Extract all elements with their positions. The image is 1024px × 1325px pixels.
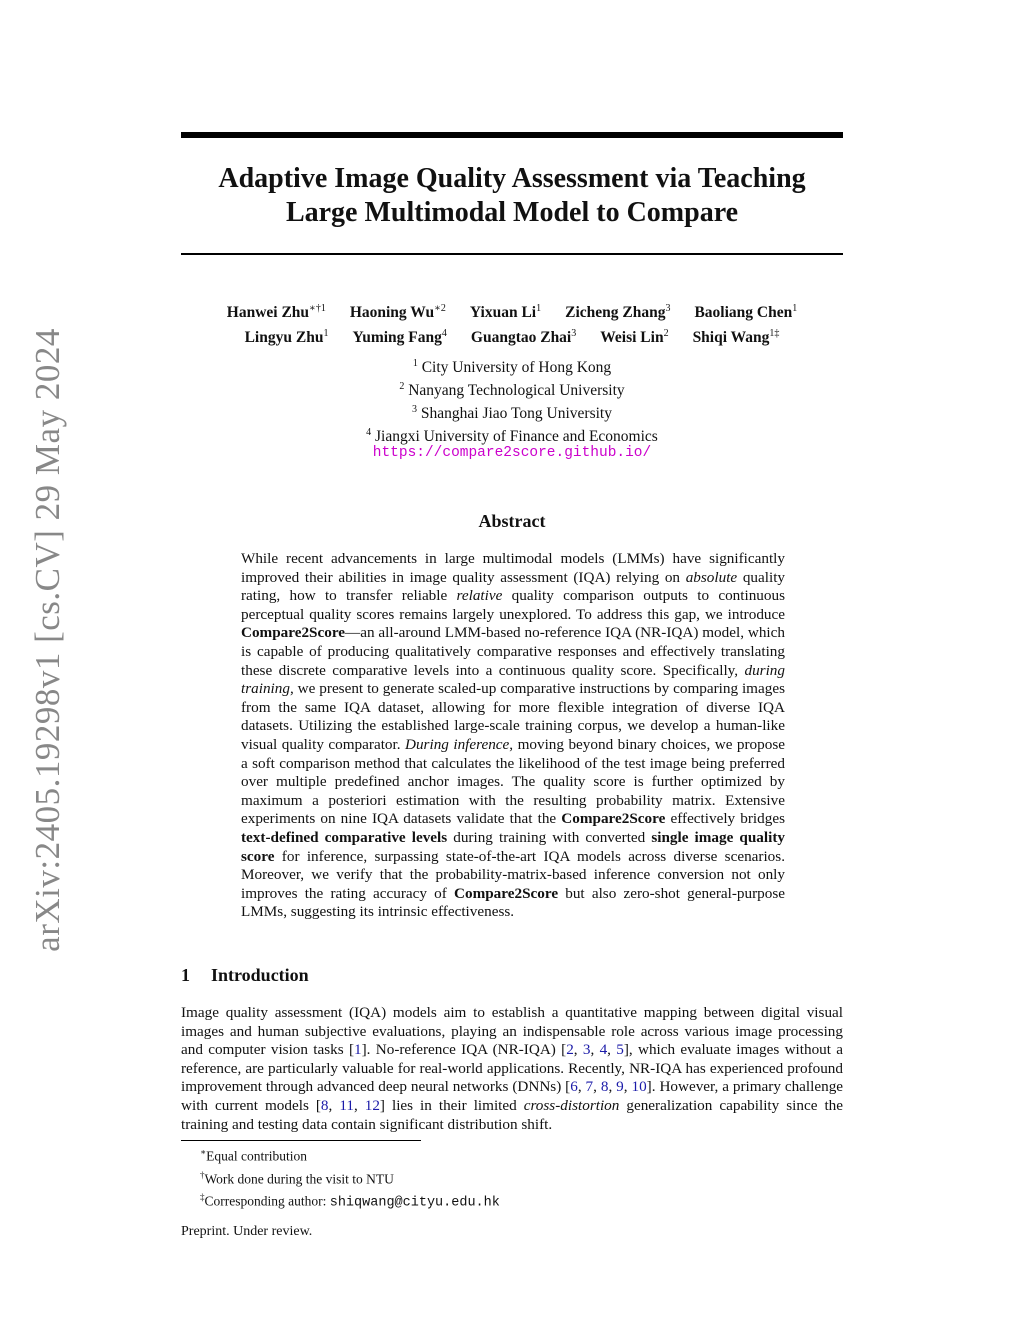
title-top-rule (181, 132, 843, 138)
email-link[interactable]: shiqwang@cityu.edu.hk (329, 1195, 500, 1211)
citation-link[interactable]: 12 (364, 1096, 380, 1114)
author: Yixuan Li$^1$ (469, 303, 542, 322)
paper-title (181, 162, 843, 230)
affiliation: $^2$ Nanyang Technological University (399, 381, 625, 400)
footnotes (200, 1143, 500, 1213)
citation-link[interactable]: 1 (354, 1041, 362, 1059)
title-line-1: Adaptive Image Quality Assessment via Teaching (218, 163, 806, 194)
citation-link[interactable]: 11 (339, 1096, 354, 1114)
author: Yuming Fang$^4$ (352, 328, 447, 347)
citation-link[interactable]: 8 (600, 1078, 609, 1096)
footnote-visit: †Work done during the visit to NTU (200, 1169, 394, 1186)
citation-link[interactable]: 8 (320, 1096, 329, 1114)
author: Baoliang Chen$^1$ (694, 303, 798, 322)
author: Weisi Lin$^2$ (600, 328, 669, 347)
footnote-equal-contribution: ∗Equal contribution (200, 1147, 307, 1164)
section-heading-introduction: 1 Introduction (181, 965, 309, 985)
affiliation: $^4$ Jiangxi University of Finance and Economics (366, 427, 658, 446)
author-list (181, 298, 843, 348)
abstract-heading: Abstract (478, 511, 546, 531)
citation-link[interactable]: 5 (616, 1041, 624, 1059)
author: Shiqi Wang$^{1\ddagger}$ (692, 328, 780, 347)
footnote-corresponding-author: ‡Corresponding author: shiqwang@cityu.edu.hk (200, 1192, 500, 1211)
author: Zicheng Zhang$^3$ (565, 303, 671, 322)
author-row-1 (181, 298, 843, 323)
project-url-link[interactable]: https://compare2score.github.io/ (372, 445, 652, 461)
affiliation: $^3$ Shanghai Jiao Tong University (412, 404, 612, 423)
arxiv-identifier: arXiv:2405.19298v1 [cs.CV] 29 May 2024 (28, 328, 67, 952)
citation-link[interactable]: 6 (570, 1078, 578, 1096)
title-line-2: Large Multimodal Model to Compare (285, 197, 739, 228)
citation-link[interactable]: 3 (582, 1041, 591, 1059)
affiliation: $^1$ City University of Hong Kong (412, 358, 612, 377)
title-bottom-rule (181, 253, 843, 255)
author: Haoning $Wu^{∗2}$ (349, 303, 446, 322)
affiliations (181, 354, 843, 447)
author: Guangtao Zhai$^3$ (470, 328, 577, 347)
abstract-body: While recent advancements in large multimodal models (LMMs) have significantly improved their abilities in image quality assessment (IQA) relying on absolute quality rating, how to transfer reliable relative quality comparison outputs to continuous perceptual quality scores remains largely unexplored. To address this gap, we introduce Compare2Score—an all-around LMM-based no-reference IQA (NR-IQA) model, which is capable of producing qualitatively comparative responses and effectively translating these discrete comparative levels into a continuous quality score. Specifically, during training, we present to generate scaled-up comparative instructions by comparing images from the same IQA dataset, allowing for more flexible integration of diverse IQA datasets. Utilizing the established large-scale training corpus, we develop a human-like visual quality comparator. During inference, moving beyond binary choices, we propose a soft comparison method that calculates the likelihood of the test image being preferred over multiple predefined anchor images. The quality score is further optimized by maximum a posteriori estimation with the resulting probability matrix. Extensive experiments on nine IQA datasets validate that the Compare2Score effectively bridges text-defined comparative levels during training with converted single image quality score for inference, surpassing state-of-the-art IQA models across diverse scenarios. Moreover, we verify that the probability-matrix-based inference conversion not only improves the rating accuracy of Compare2Score but also zero-shot general-purpose LMMs, suggesting its intrinsic effectiveness. (241, 550, 786, 921)
author: Lingyu Zhu$^1$ (244, 328, 329, 347)
footnote-rule (181, 1140, 421, 1141)
citation-link[interactable]: 10 (631, 1078, 647, 1096)
citation-link[interactable]: 9 (616, 1078, 624, 1096)
citation-link[interactable]: 4 (599, 1041, 608, 1059)
author: Hanwei Zhu$^{∗\dagger 1}$ (226, 303, 326, 322)
author-row-2 (181, 323, 843, 348)
citation-link[interactable]: 7 (585, 1078, 594, 1096)
introduction-paragraph: Image quality assessment (IQA) models aim to establish a quantitative mapping between digital visual images and human subjective evaluations, playing an indispensable role across various image processing and computer vision tasks [1]. No-reference IQA (NR-IQA) [2, 3, 4, 5], which evaluate images without a reference, are particularly valuable for real-world applications. Recently, NR-IQA has experienced profound improvement through advanced deep neural networks (DNNs) [6, 7, 8, 9, 10]. However, a primary challenge with current models [8, 11, 12] lies in their limited cross-distortion generalization capability since the training and testing data contain significant distribution shift. (181, 1004, 844, 1133)
citation-link[interactable]: 2 (566, 1041, 574, 1059)
preprint-note: Preprint. Under review. (181, 1224, 313, 1239)
